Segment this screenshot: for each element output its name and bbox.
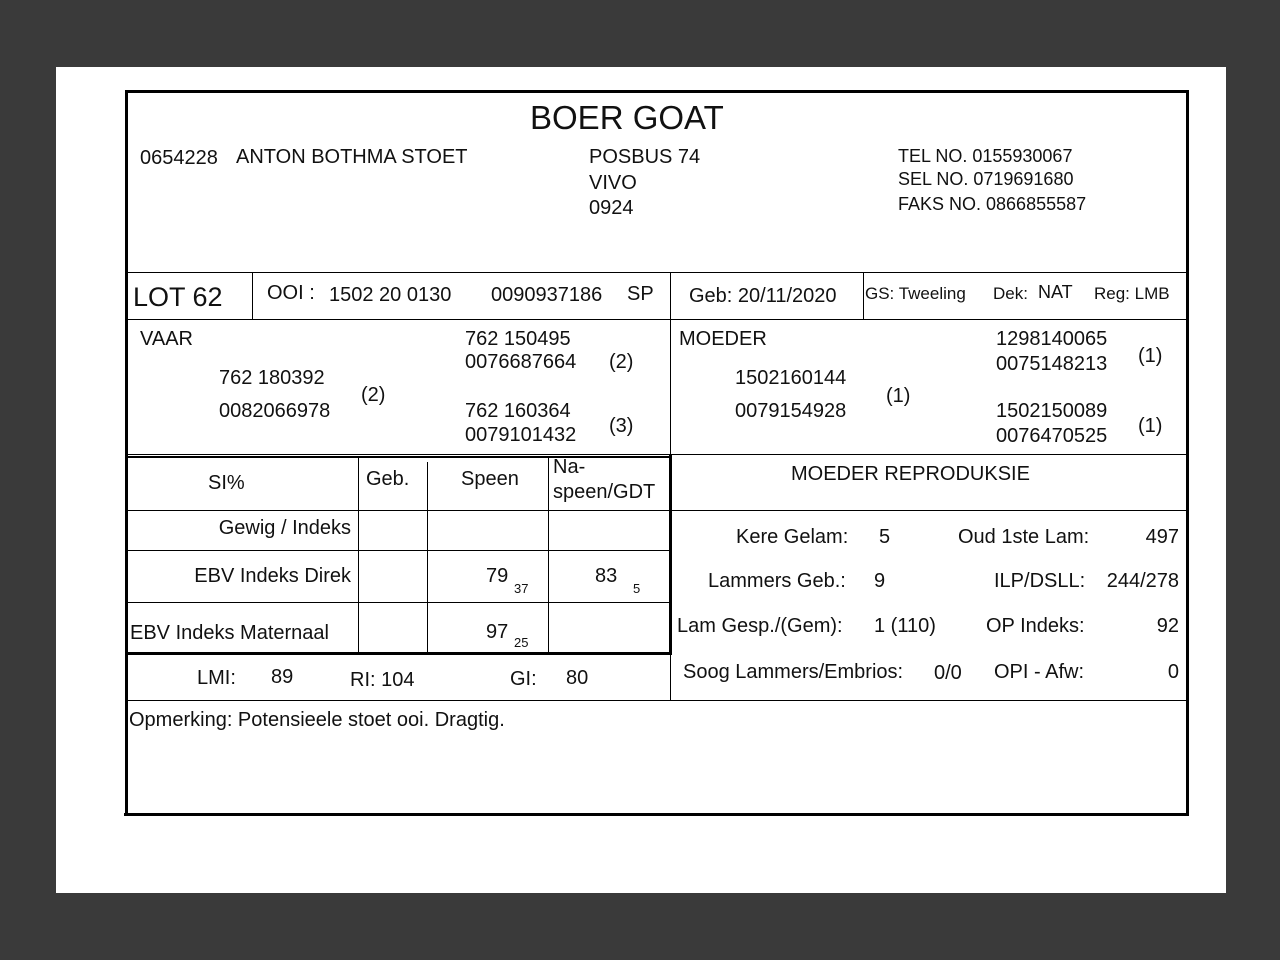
rule-perf-bottom (128, 652, 672, 655)
card-border-top (126, 90, 1189, 93)
rule-lot-divider (252, 272, 253, 319)
vaar-sire-count: (2) (609, 351, 634, 373)
dek-label: Dek: (993, 284, 1028, 303)
vaar-label: VAAR (140, 328, 193, 350)
col-header-speen: Speen (461, 468, 519, 490)
maternaal-speen-value: 97 (486, 621, 509, 643)
rule-pedigree-bottom (128, 454, 1186, 455)
moeder-sire-id: 0075148213 (996, 353, 1108, 375)
moeder-sire-count: (1) (1138, 345, 1163, 367)
rule-perf-top (128, 456, 670, 458)
ooi-number: 1502 20 0130 (329, 284, 452, 306)
col-header-geb: Geb. (366, 468, 410, 490)
row-label-gewig: Gewig / Indeks (218, 517, 351, 539)
vaar-dam-count: (3) (609, 415, 634, 437)
moeder-number: 1502160144 (735, 367, 847, 389)
oud-1ste-lam-label: Oud 1ste Lam: (958, 526, 1090, 548)
direk-naspeen-accuracy: 5 (633, 581, 641, 596)
kere-gelam-label: Kere Gelam: (736, 526, 849, 548)
moeder-label: MOEDER (679, 328, 767, 350)
vaar-id: 0082066978 (219, 400, 331, 422)
row-label-direk: EBV Indeks Direk (194, 565, 351, 587)
rule-index-bottom (128, 700, 1186, 701)
oud-1ste-lam-value: 497 (1145, 526, 1179, 548)
rule-gewig (128, 550, 670, 551)
repro-title: MOEDER REPRODUKSIE (791, 463, 1030, 485)
card-border-right (1186, 90, 1189, 816)
tel-number: TEL NO. 0155930067 (898, 146, 1073, 166)
op-indeks-label: OP Indeks: (986, 615, 1085, 637)
lot-number: LOT 62 (133, 282, 223, 312)
moeder-dam-number: 1502150089 (996, 400, 1108, 422)
moeder-dam-count: (1) (1138, 415, 1163, 437)
dek-value: NAT (1038, 282, 1073, 302)
soog-lammers-label: Soog Lammers/Embrios: (683, 661, 904, 683)
lmi-label: LMI: (197, 667, 236, 689)
rule-lot-top (128, 272, 1186, 273)
vaar-dam-number: 762 160364 (465, 400, 571, 422)
address-line-1: POSBUS 74 (589, 146, 701, 168)
gi-value: 80 (566, 667, 589, 689)
maternaal-speen-accuracy: 25 (514, 635, 529, 650)
rule-col-geb (358, 456, 359, 654)
vaar-dam-id: 0079101432 (465, 424, 577, 446)
card-border-bottom (124, 813, 1189, 816)
rule-geb-divider (863, 272, 864, 319)
lammers-geb-label: Lammers Geb.: (708, 570, 846, 592)
rule-repro-header (672, 510, 1186, 511)
card-border-left (125, 90, 128, 816)
lam-gesp-value: 1 (110) (874, 615, 936, 637)
vaar-number: 762 180392 (219, 367, 325, 389)
gi-label: GI: (510, 668, 537, 690)
vaar-sire-number: 762 150495 (465, 328, 571, 350)
rule-lot-bottom (128, 319, 1186, 320)
ooi-label: OOI : (267, 282, 315, 304)
ooi-suffix: SP (627, 283, 654, 305)
stud-name: ANTON BOTHMA STOET (236, 146, 468, 168)
rule-direk (128, 602, 670, 603)
opi-afw-value: 0 (1167, 661, 1179, 683)
remarks-text: Opmerking: Potensieele stoet ooi. Dragtig. (129, 709, 505, 731)
ooi-id: 0090937186 (491, 284, 603, 306)
ilp-dsll-value: 244/278 (1106, 570, 1179, 592)
vaar-sire-id: 0076687664 (465, 351, 577, 373)
opi-afw-label: OPI - Afw: (994, 661, 1085, 683)
lammers-geb-value: 9 (874, 570, 886, 592)
moeder-count: (1) (886, 385, 911, 407)
col-header-naspeen-1: Na- (553, 456, 586, 478)
lmi-value: 89 (271, 666, 294, 688)
registration: Reg: LMB (1094, 284, 1170, 303)
rule-perf-header (128, 510, 670, 511)
faks-number: FAKS NO. 0866855587 (898, 194, 1087, 214)
direk-naspeen-value: 83 (595, 565, 618, 587)
soog-lammers-value: 0/0 (934, 662, 962, 684)
row-label-maternaal: EBV Indeks Maternaal (130, 622, 329, 644)
breeder-code: 0654228 (140, 147, 218, 169)
sel-number: SEL NO. 0719691680 (898, 169, 1074, 189)
direk-speen-value: 79 (486, 565, 509, 587)
ri-value: RI: 104 (350, 669, 415, 691)
birth-date: Geb: 20/11/2020 (689, 285, 837, 307)
rule-center-divider-lower (669, 455, 672, 653)
moeder-id: 0079154928 (735, 400, 847, 422)
rule-col-speen (427, 462, 428, 654)
moeder-sire-number: 1298140065 (996, 328, 1108, 350)
rule-center-divider-bottom (670, 653, 671, 700)
birth-status: GS: Tweeling (865, 284, 966, 303)
vaar-count: (2) (361, 384, 386, 406)
col-header-naspeen-2: speen/GDT (553, 481, 656, 503)
address-line-2: VIVO (589, 172, 637, 194)
moeder-dam-id: 0076470525 (996, 425, 1108, 447)
rule-center-divider (670, 272, 671, 455)
document-title: BOER GOAT (530, 99, 724, 136)
direk-speen-accuracy: 37 (514, 581, 529, 596)
kere-gelam-value: 5 (879, 526, 891, 548)
ilp-dsll-label: ILP/DSLL: (994, 570, 1086, 592)
op-indeks-value: 92 (1156, 615, 1179, 637)
rule-col-naspeen (548, 456, 549, 654)
lam-gesp-label: Lam Gesp./(Gem): (677, 615, 843, 637)
address-line-3: 0924 (589, 197, 634, 219)
si-label: SI% (208, 472, 245, 494)
